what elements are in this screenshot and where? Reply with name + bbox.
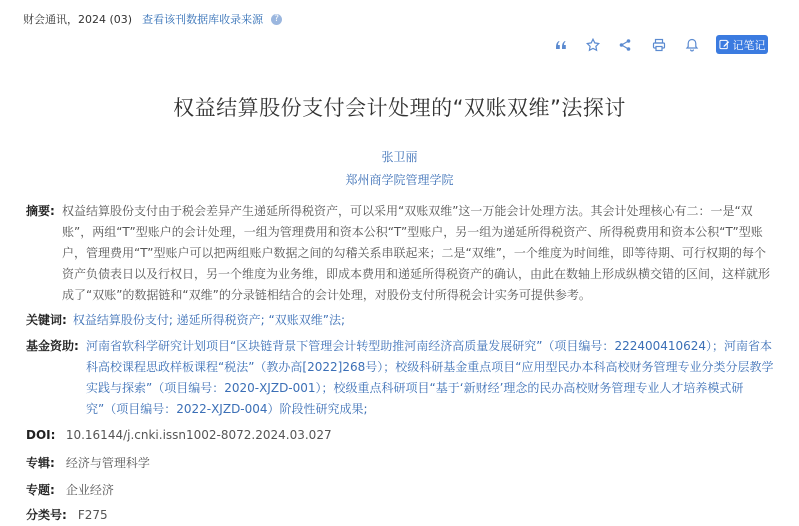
fund-section — [26, 336, 776, 420]
fund-label: 基金资助: — [26, 339, 79, 353]
topic-label: 专题: — [26, 483, 55, 497]
journal-source[interactable]: 财会通讯，2024 (03) — [23, 13, 133, 26]
class-value: F275 — [77, 508, 108, 522]
topic-value: 企业经济 — [65, 483, 114, 497]
doi-value: 10.16144/j.cnki.issn1002-8072.2024.03.027 — [65, 428, 332, 442]
author-link[interactable]: 张卫丽 — [381, 150, 418, 164]
series-row — [26, 453, 150, 474]
series-value: 经济与管理科学 — [65, 456, 150, 470]
fund-text[interactable]: 河南省软科学研究计划项目“区块链背景下管理会计转型助推河南经济高质量发展研究”（项目编号：222400410624）；河南省本科高校课程思政样板课程“税法”（教办高[2022]268号）；校级科研基金重点项目“应用型民办本科高校财务管理专业分类分层教学实践与探索”（项目编号：2020-XJZD-001）；校级重点科研项目“基于‘新财经’理念的民办高校财务管理专业人才培养模式研究”（项目编号：2022-XJZD-004）阶段性研究成果; — [86, 339, 774, 416]
share-icon[interactable] — [616, 36, 634, 54]
article-title: 权益结算股份支付会计处理的“双账双维”法探讨 — [173, 96, 626, 120]
keywords-list[interactable]: 权益结算股份支付; 递延所得税资产; “双账双维”法; — [72, 313, 346, 327]
bell-icon[interactable] — [683, 36, 701, 54]
star-icon[interactable] — [584, 36, 602, 54]
article-toolbar — [0, 36, 799, 56]
organization-link[interactable]: 郑州商学院管理学院 — [345, 173, 454, 187]
topic-row — [26, 480, 114, 501]
abstract-label: 摘要: — [26, 204, 55, 218]
database-source-link[interactable]: 查看该刊数据库收录来源 — [142, 13, 264, 26]
keywords-label: 关键词: — [26, 313, 67, 327]
quote-icon[interactable] — [552, 36, 570, 54]
print-icon[interactable] — [650, 36, 668, 54]
take-note-button[interactable] — [716, 35, 768, 54]
help-icon[interactable]: ? — [271, 14, 282, 25]
doi-row — [26, 425, 332, 446]
source-bar — [23, 11, 282, 27]
doi-label: DOI: — [26, 428, 56, 442]
class-row — [26, 505, 108, 526]
keywords-section — [26, 310, 345, 331]
class-label: 分类号: — [26, 508, 67, 522]
series-label: 专辑: — [26, 456, 55, 470]
take-note-label: 记笔记 — [732, 38, 766, 52]
abstract-text: 权益结算股份支付由于税会差异产生递延所得税资产，可以采用“双账双维”这一万能会计处理方法。其会计处理核心有二：一是“双账”，两组“T”型账户的会计处理，一组为管理费用和资本公积“T”型账户，另一组为递延所得税资产、所得税费用和资本公积“T”型账户，管理费用“T”型账户可以把两组账户数据之间的勾稽关系串联起来；二是“双维”，一个维度为时间维，即等待期、可行权期的每个资产负债表日以及行权日，另一个维度为业务维，即成本费用和递延所得税资产的确认，由此在数轴上形成纵横交错的区间，这样就形成了“双账”的数据链和“双维”的分录链相结合的会计处理，对股份支付所得税会计实务可提供参考。 — [62, 204, 771, 302]
pen-icon — [719, 39, 730, 50]
abstract-section — [26, 201, 776, 306]
